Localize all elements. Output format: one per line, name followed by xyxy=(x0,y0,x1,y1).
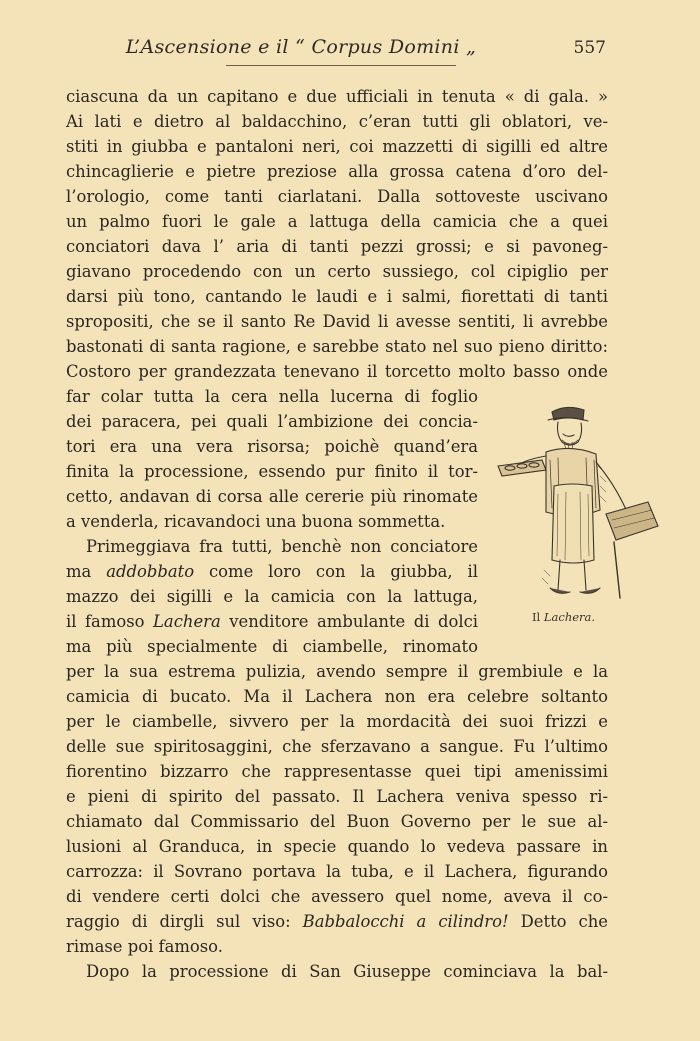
text-line: finita la processione, essendo pur finito il tor- xyxy=(66,462,478,481)
text-line: conciatori dava l’ aria di tanti pezzi grossi; e si pavoneg- xyxy=(66,237,608,256)
text-line: ma più specialmente di ciambelle, rinomato xyxy=(66,637,478,656)
text-line: delle sue spiritosaggini, che sferzavano a sangue. Fu l’ultimo xyxy=(66,737,608,756)
text-line: fiorentino bizzarro che rappresentasse quei tipi amenissimi xyxy=(66,762,608,781)
text-line: darsi più tono, cantando le laudi e i salmi, fiorettati di tanti xyxy=(66,287,608,306)
text-run: venditore ambulante di dolci xyxy=(220,612,479,631)
text-line: per le ciambelle, sivvero per la mordacità dei suoi frizzi e xyxy=(66,712,608,731)
text-line: lusioni al Granduca, in specie quando lo vedeva passare in xyxy=(66,837,608,856)
text-line: camicia di bucato. Ma il Lachera non era celebre soltanto xyxy=(66,687,608,706)
text-run: ma xyxy=(66,562,107,581)
italic-term: addobbato xyxy=(106,562,195,581)
text-line: carrozza: il Sovrano portava la tuba, e il Lachera, figurando xyxy=(66,862,608,881)
text-line: ciascuna da un capitano e due ufficiali in tenuta « di gala. » xyxy=(66,87,608,106)
text-line xyxy=(66,559,478,584)
caption-name: Lachera. xyxy=(543,610,596,624)
header-rule xyxy=(226,65,456,66)
text-line: Ai lati e dietro al baldacchino, c’eran tutti gli oblatori, ve- xyxy=(66,112,608,131)
text-line: di vendere certi dolci che avessero quel nome, aveva il co- xyxy=(66,887,608,906)
running-header xyxy=(66,30,606,64)
text-line: chiamato dal Commissario del Buon Governo per le sue al- xyxy=(66,812,608,831)
text-line: e pieni di spirito del passato. Il Lachera veniva spesso ri- xyxy=(66,787,608,806)
text-line: Costoro per grandezzata tenevano il torcetto molto basso onde xyxy=(66,362,608,381)
text-line: l’orologio, come tanti ciarlatani. Dalla sottoveste uscivano xyxy=(66,187,608,206)
text-line: bastonati di santa ragione, e sarebbe stato nel suo pieno diritto: xyxy=(66,337,608,356)
text-line xyxy=(66,909,608,934)
text-line: a venderla, ricavandoci una buona sommetta. xyxy=(66,512,446,531)
text-line: Primeggiava fra tutti, benchè non conciatore xyxy=(86,537,478,556)
text-line: dei paracera, pei quali l’ambizione dei concia- xyxy=(66,412,478,431)
text-run: il famoso xyxy=(66,612,154,631)
figure-caption xyxy=(532,610,595,624)
text-line: spropositi, che se il santo Re David li avesse sentiti, li avrebbe xyxy=(66,312,608,331)
page-number: 557 xyxy=(573,38,606,58)
text-line: stiti in giubba e pantaloni neri, coi mazzetti di sigilli ed altre xyxy=(66,137,608,156)
text-line: per la sua estrema pulizia, avendo sempre il grembiule e la xyxy=(66,662,608,681)
text-run: Detto che xyxy=(508,912,608,931)
text-line: Dopo la processione di San Giuseppe cominciava la bal- xyxy=(86,962,608,981)
text-run: raggio di dirgli sul viso: xyxy=(66,912,303,931)
text-line: giavano procedendo con un certo sussiego, col cipiglio per xyxy=(66,262,608,281)
italic-term: Lachera xyxy=(153,612,221,631)
running-title: L’Ascensione e il “ Corpus Domini „ xyxy=(125,36,477,58)
text-line: chincaglierie e pietre preziose alla grossa catena d’oro del- xyxy=(66,162,608,181)
text-run: come loro con la giubba, il xyxy=(194,562,478,581)
lachera-engraving xyxy=(488,390,668,610)
lachera-illustration xyxy=(488,390,668,630)
text-line xyxy=(66,609,478,634)
text-line: rimase poi famoso. xyxy=(66,937,223,956)
caption-prefix: Il xyxy=(532,610,541,624)
text-line: tori era una vera risorsa; poichè quand’era xyxy=(66,437,478,456)
text-line: un palmo fuori le gale a lattuga della camicia che a quei xyxy=(66,212,608,231)
text-line: cetto, andavan di corsa alle cererie più rinomate xyxy=(66,487,478,506)
text-line: mazzo dei sigilli e la camicia con la lattuga, xyxy=(66,587,478,606)
text-line: far colar tutta la cera nella lucerna di foglio xyxy=(66,387,478,406)
italic-term: Babbalocchi a cilindro! xyxy=(302,912,509,931)
